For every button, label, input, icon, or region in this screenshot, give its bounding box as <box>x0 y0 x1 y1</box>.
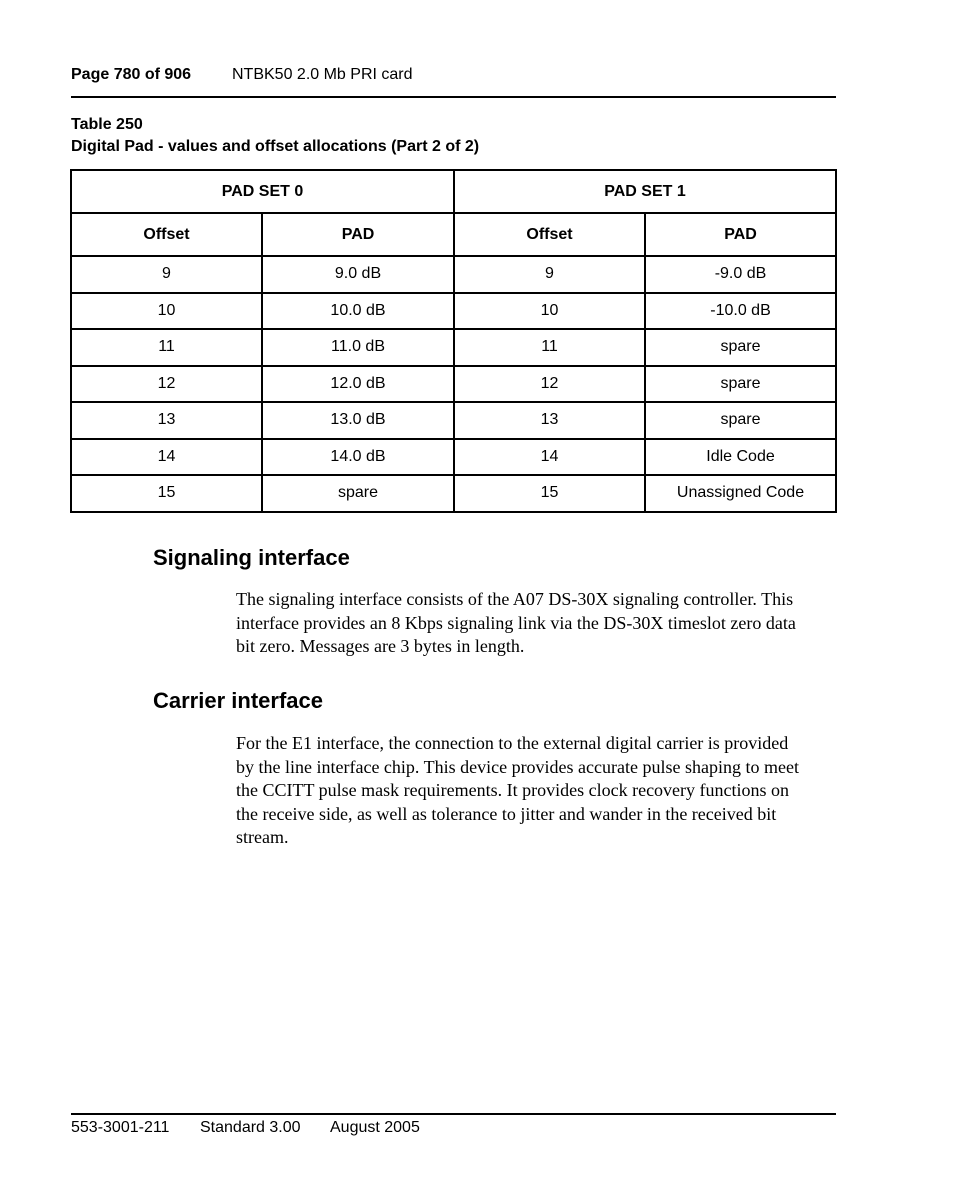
table-caption <box>71 114 479 158</box>
column-header-offset: Offset <box>454 213 645 256</box>
table-row <box>71 402 836 439</box>
paragraph-line: For the E1 interface, the connection to the external digital carrier is provided <box>236 733 789 753</box>
offset-cell: 15 <box>454 475 645 512</box>
document-title: NTBK50 2.0 Mb PRI card <box>232 66 413 83</box>
pad-cell: 11.0 dB <box>262 329 454 366</box>
pad-set-0-header: PAD SET 0 <box>71 170 454 213</box>
column-header-pad: PAD <box>645 213 836 256</box>
pad-cell: -9.0 dB <box>645 256 836 293</box>
offset-cell: 11 <box>454 329 645 366</box>
pad-cell: Unassigned Code <box>645 475 836 512</box>
paragraph-line: by the line interface chip. This device provides accurate pulse shaping to meet <box>236 756 799 777</box>
offset-cell: 13 <box>454 402 645 439</box>
standard-version: Standard 3.00 <box>200 1119 301 1136</box>
offset-cell: 9 <box>71 256 262 293</box>
pad-cell: 12.0 dB <box>262 366 454 403</box>
paragraph-line: stream. <box>236 827 289 847</box>
pad-cell: 14.0 dB <box>262 439 454 476</box>
paragraph-line: The signaling interface consists of the A07 DS-30X signaling controller. This <box>236 589 794 609</box>
pad-cell: spare <box>645 366 836 403</box>
document-number: 553-3001-211 <box>71 1119 170 1136</box>
pad-set-1-header: PAD SET 1 <box>454 170 836 213</box>
carrier-paragraph <box>236 732 836 850</box>
section-heading-carrier: Carrier interface <box>153 688 323 713</box>
pad-cell: spare <box>645 329 836 366</box>
table-row <box>71 475 836 512</box>
paragraph-line: bit zero. Messages are 3 bytes in length. <box>236 636 525 656</box>
section-heading-signaling: Signaling interface <box>153 545 350 570</box>
page-number: Page 780 of 906 <box>71 66 192 83</box>
offset-cell: 12 <box>454 366 645 403</box>
pad-cell: spare <box>645 402 836 439</box>
table-row <box>71 329 836 366</box>
pad-cell: 10.0 dB <box>262 293 454 330</box>
publication-date: August 2005 <box>330 1119 420 1136</box>
offset-cell: 9 <box>454 256 645 293</box>
table-row <box>71 366 836 403</box>
table-row <box>71 439 836 476</box>
table-row <box>71 256 836 293</box>
offset-cell: 10 <box>454 293 645 330</box>
table-row <box>71 293 836 330</box>
offset-cell: 14 <box>454 439 645 476</box>
paragraph-line: the receive side, as well as tolerance to jitter and wander in the received bit <box>236 803 777 824</box>
digital-pad-table <box>70 169 837 513</box>
table-title: Digital Pad - values and offset allocations (Part 2 of 2) <box>71 138 480 155</box>
offset-cell: 12 <box>71 366 262 403</box>
offset-cell: 15 <box>71 475 262 512</box>
offset-cell: 10 <box>71 293 262 330</box>
offset-cell: 11 <box>71 329 262 366</box>
pad-cell: spare <box>262 475 454 512</box>
column-header-pad: PAD <box>262 213 454 256</box>
paragraph-line: the CCITT pulse mask requirements. It provides clock recovery functions on <box>236 780 790 800</box>
signaling-paragraph <box>236 588 836 659</box>
page-footer <box>71 1113 836 1136</box>
pad-cell: 9.0 dB <box>262 256 454 293</box>
offset-cell: 14 <box>71 439 262 476</box>
paragraph-line: interface provides an 8 Kbps signaling link via the DS-30X timeslot zero data <box>236 612 796 633</box>
table-number: Table 250 <box>71 116 143 133</box>
offset-cell: 13 <box>71 402 262 439</box>
pad-cell: Idle Code <box>645 439 836 476</box>
pad-cell: -10.0 dB <box>645 293 836 330</box>
page-header <box>71 66 836 98</box>
pad-cell: 13.0 dB <box>262 402 454 439</box>
column-header-offset: Offset <box>71 213 262 256</box>
